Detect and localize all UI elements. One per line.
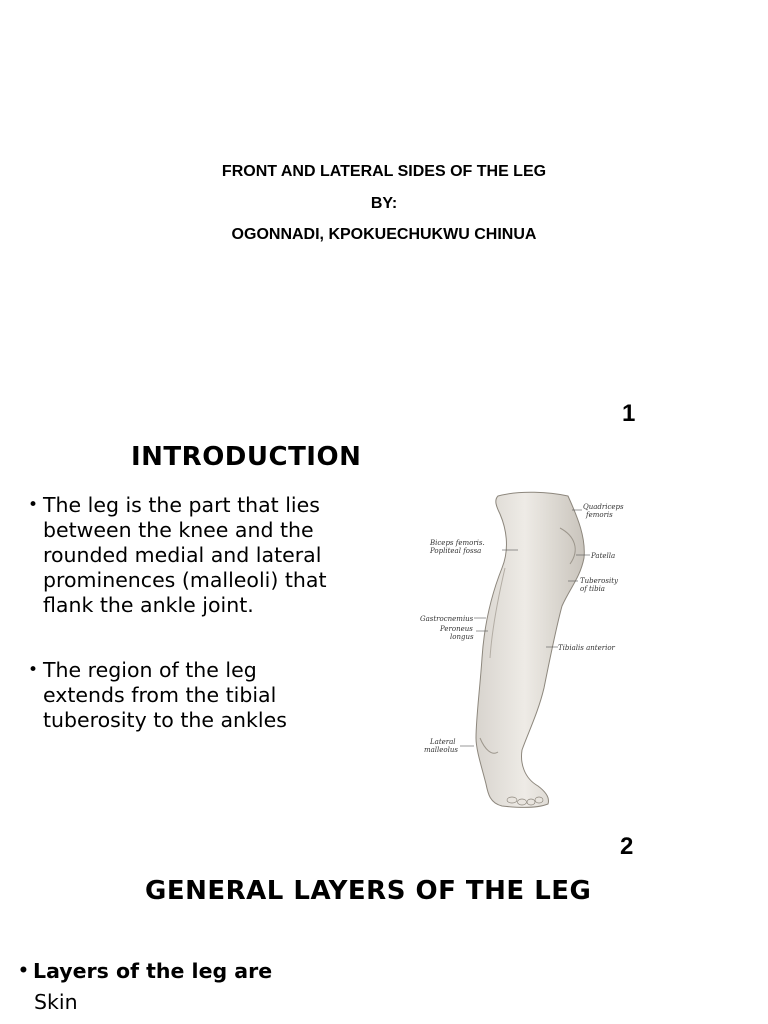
bullet-dot: • <box>28 660 39 680</box>
label-biceps-femoris: Biceps femoris. <box>430 539 485 547</box>
bullet-text: The leg is the part that lies between the knee and the rounded medial and lateral prominences (malleoli) that flank the ankle joint. <box>43 493 327 617</box>
introduction-bullets <box>28 493 338 733</box>
bullet-item <box>28 658 338 733</box>
slide-number: 1 <box>622 400 636 427</box>
bullet-dot: • <box>28 495 39 515</box>
svg-text:femoris: femoris <box>586 511 613 519</box>
bullet-text: Layers of the leg are <box>33 959 273 983</box>
label-gastrocnemius: Gastrocnemius <box>420 615 474 623</box>
author-name: OGONNADI, KPOKUECHUKWU CHINUA <box>231 226 537 243</box>
sub-item-text: Skin <box>34 990 78 1014</box>
label-patella: Patella <box>591 552 616 560</box>
sub-item <box>18 990 278 1015</box>
svg-text:of tibia: of tibia <box>580 585 605 593</box>
label-tuberosity: Tuberosity <box>580 577 618 585</box>
slide-number: 2 <box>620 833 634 860</box>
section-heading-general-layers: GENERAL LAYERS OF THE LEG <box>145 876 592 906</box>
label-tibialis-anterior: Tibialis anterior <box>558 644 615 652</box>
label-popliteal-fossa: Popliteal fossa <box>430 547 482 555</box>
section-heading-introduction: INTRODUCTION <box>131 442 362 472</box>
svg-text:malleolus: malleolus <box>424 746 458 754</box>
bullet-item <box>28 493 338 618</box>
layers-bullets <box>18 959 278 1015</box>
bullet-text: The region of the leg extends from the tibial tuberosity to the ankles <box>43 658 287 732</box>
leg-anatomy-illustration <box>410 488 642 818</box>
label-quadriceps: Quadriceps <box>583 503 624 511</box>
bullet-item <box>18 959 278 984</box>
title-block <box>0 156 768 251</box>
by-label: BY: <box>370 194 398 212</box>
bullet-dot: • <box>18 961 29 981</box>
label-lateral-malleolus: Lateral <box>430 738 456 746</box>
document-title: FRONT AND LATERAL SIDES OF THE LEG <box>221 163 547 180</box>
label-peroneus: Peroneus <box>440 625 473 633</box>
svg-text:longus: longus <box>450 633 474 641</box>
